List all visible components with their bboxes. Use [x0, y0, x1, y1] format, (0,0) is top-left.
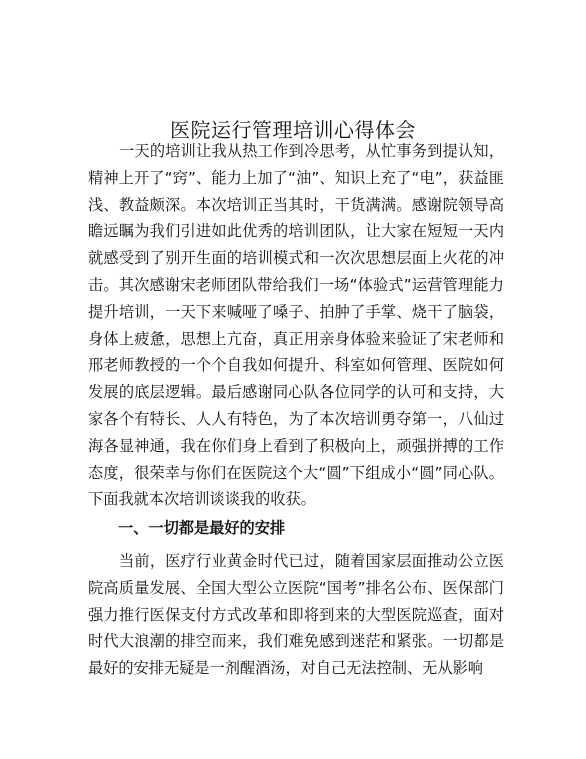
document-title: 医院运行管理培训心得体会 [170, 118, 416, 143]
intro-paragraph: 一天的培训让我从热工作到冷思考，从忙事务到提认知，精神上开了“窍”、能力上加了“油”、知识上充了“电”，获益匪浅、教益颇深。本次培训正当其时，干货满满。感谢院领导高瞻远瞩为我们引进如此优秀的培训团队，让大家在短短一天内就感受到了别开生面的培训模式和一次次思想层面上火花的冲击。其次感谢宋老师团队带给我们一场“体验式”运营管理能力提升培训，一天下来喊哑了嗓子、拍肿了手掌、烧干了脑袋，身体上疲惫，思想上亢奋，真正用亲身体验来验证了宋老师和邢老师教授的一个个自我如何提升、科室如何管理、医院如何发展的底层逻辑。最后感谢同心队各位同学的认可和支持，大家各个有特长、人人有特色，为了本次培训勇夺第一，八仙过海各显神通，我在你们身上看到了积极向上，顽强拼搏的工作态度，很荣幸与你们在医院这个大“圆”下组成小“圆”同心队。下面我就本次培训谈谈我的收获。 [88, 142, 504, 509]
section-paragraph: 当前，医疗行业黄金时代已过，随着国家层面推动公立医院高质量发展、全国大型公立医院“国考”排名公布、医保部门强力推行医保支付方式改革和即将到来的大型医院巡查，面对时代大浪潮的排空而来，我们难免感到迷茫和紧张。一切都是最好的安排无疑是一剂醒酒汤，对自己无法控制、无从影响 [88, 552, 504, 678]
section-heading: 一、一切都是最好的安排 [118, 519, 286, 537]
